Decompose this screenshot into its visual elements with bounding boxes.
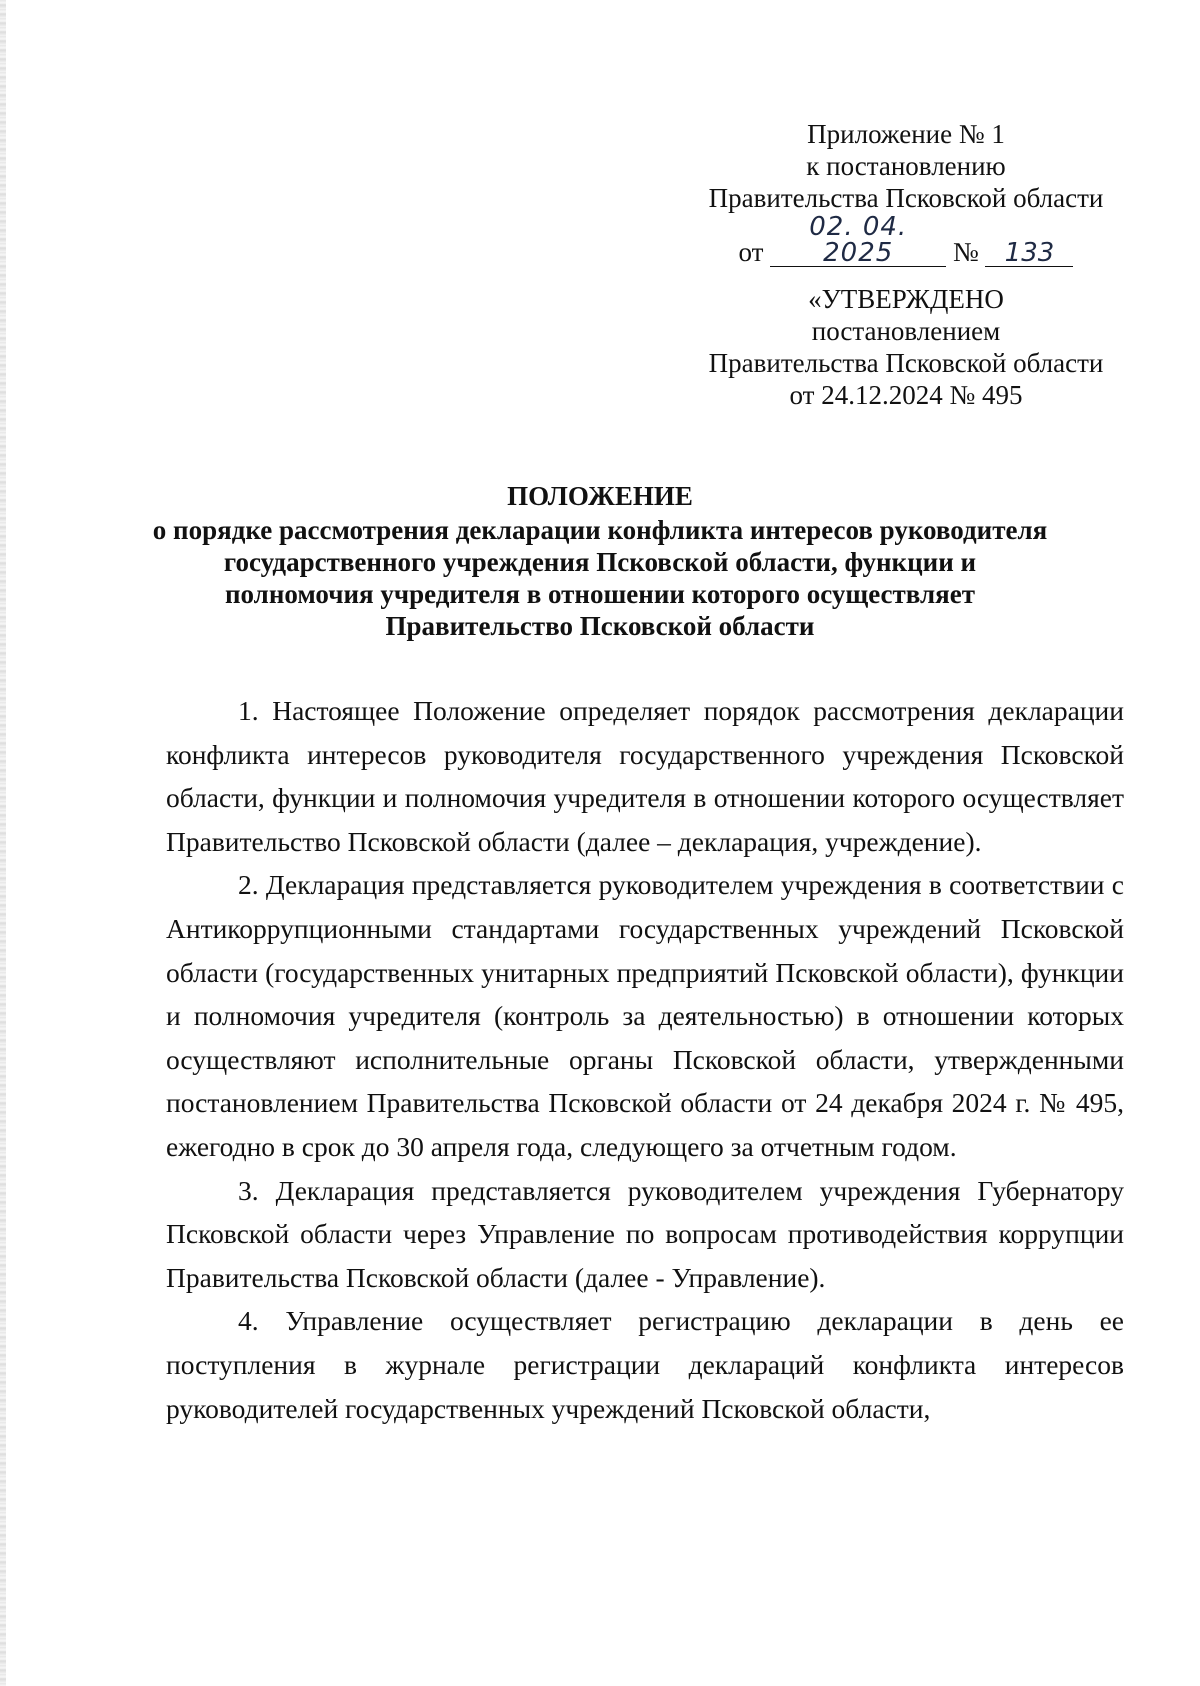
handwritten-date: 02. 04. 2025 — [770, 214, 946, 267]
annex-date-line — [686, 214, 1126, 268]
paragraph-4: 4. Управление осуществляет регистрацию декларации в день ее поступления в журнале регистрации деклараций конфликта интересов руководителей государственных учреждений Псковской области, — [166, 1305, 1124, 1424]
annex-line-2: к постановлению — [806, 151, 1006, 181]
handwritten-number: 133 — [985, 240, 1073, 267]
annex-line-3: Правительства Псковской области — [708, 183, 1104, 213]
annex-line-1: Приложение № 1 — [807, 119, 1005, 149]
approved-line-2: постановлением — [811, 316, 1001, 346]
paragraph-2: 2. Декларация представляется руководителем учреждения в соответствии с Антикоррупционными стандартами государственных учреждений Псковской области (государственных унитарных предприятий Псковской области), функции и полномочия учредителя (контроль за деятельностью) в отношении которых осуществляют исполнительные органы Псковской области, утвержденными постановлением Правительства Псковской области от 24 декабря 2024 г. № 495, ежегодно в срок до 30 апреля года, следующего за отчетным годом. — [166, 869, 1124, 1162]
document-title: ПОЛОЖЕНИЕ — [507, 481, 693, 511]
document-subtitle: о порядке рассмотрения декларации конфликта интересов руководителя государственного учреждения Псковской области, функции и полномочия учредителя в отношении которого осуществляет Правительство Псковской области — [152, 515, 1048, 641]
paragraph-1: 1. Настоящее Положение определяет порядок рассмотрения декларации конфликта интересов руководителя государственного учреждения Псковской области, функции и полномочия учредителя в отношении которого осуществляет Правительство Псковской области (далее – декларация, учреждение). — [166, 695, 1124, 857]
date-prefix: от — [738, 237, 764, 267]
approved-line-4: от 24.12.2024 № 495 — [789, 380, 1023, 410]
approved-line-1: «УТВЕРЖДЕНО — [808, 284, 1004, 314]
annex-header — [686, 118, 1126, 268]
number-prefix: № — [952, 237, 979, 267]
document-body — [166, 689, 1124, 1430]
approved-line-3: Правительства Псковской области — [708, 348, 1104, 378]
paragraph-3: 3. Декларация представляется руководителем учреждения Губернатору Псковской области через Управление по вопросам противодействия коррупции Правительства Псковской области (далее - Управление). — [166, 1174, 1124, 1293]
scan-edge — [0, 0, 6, 1686]
approval-stamp-text — [686, 283, 1126, 411]
